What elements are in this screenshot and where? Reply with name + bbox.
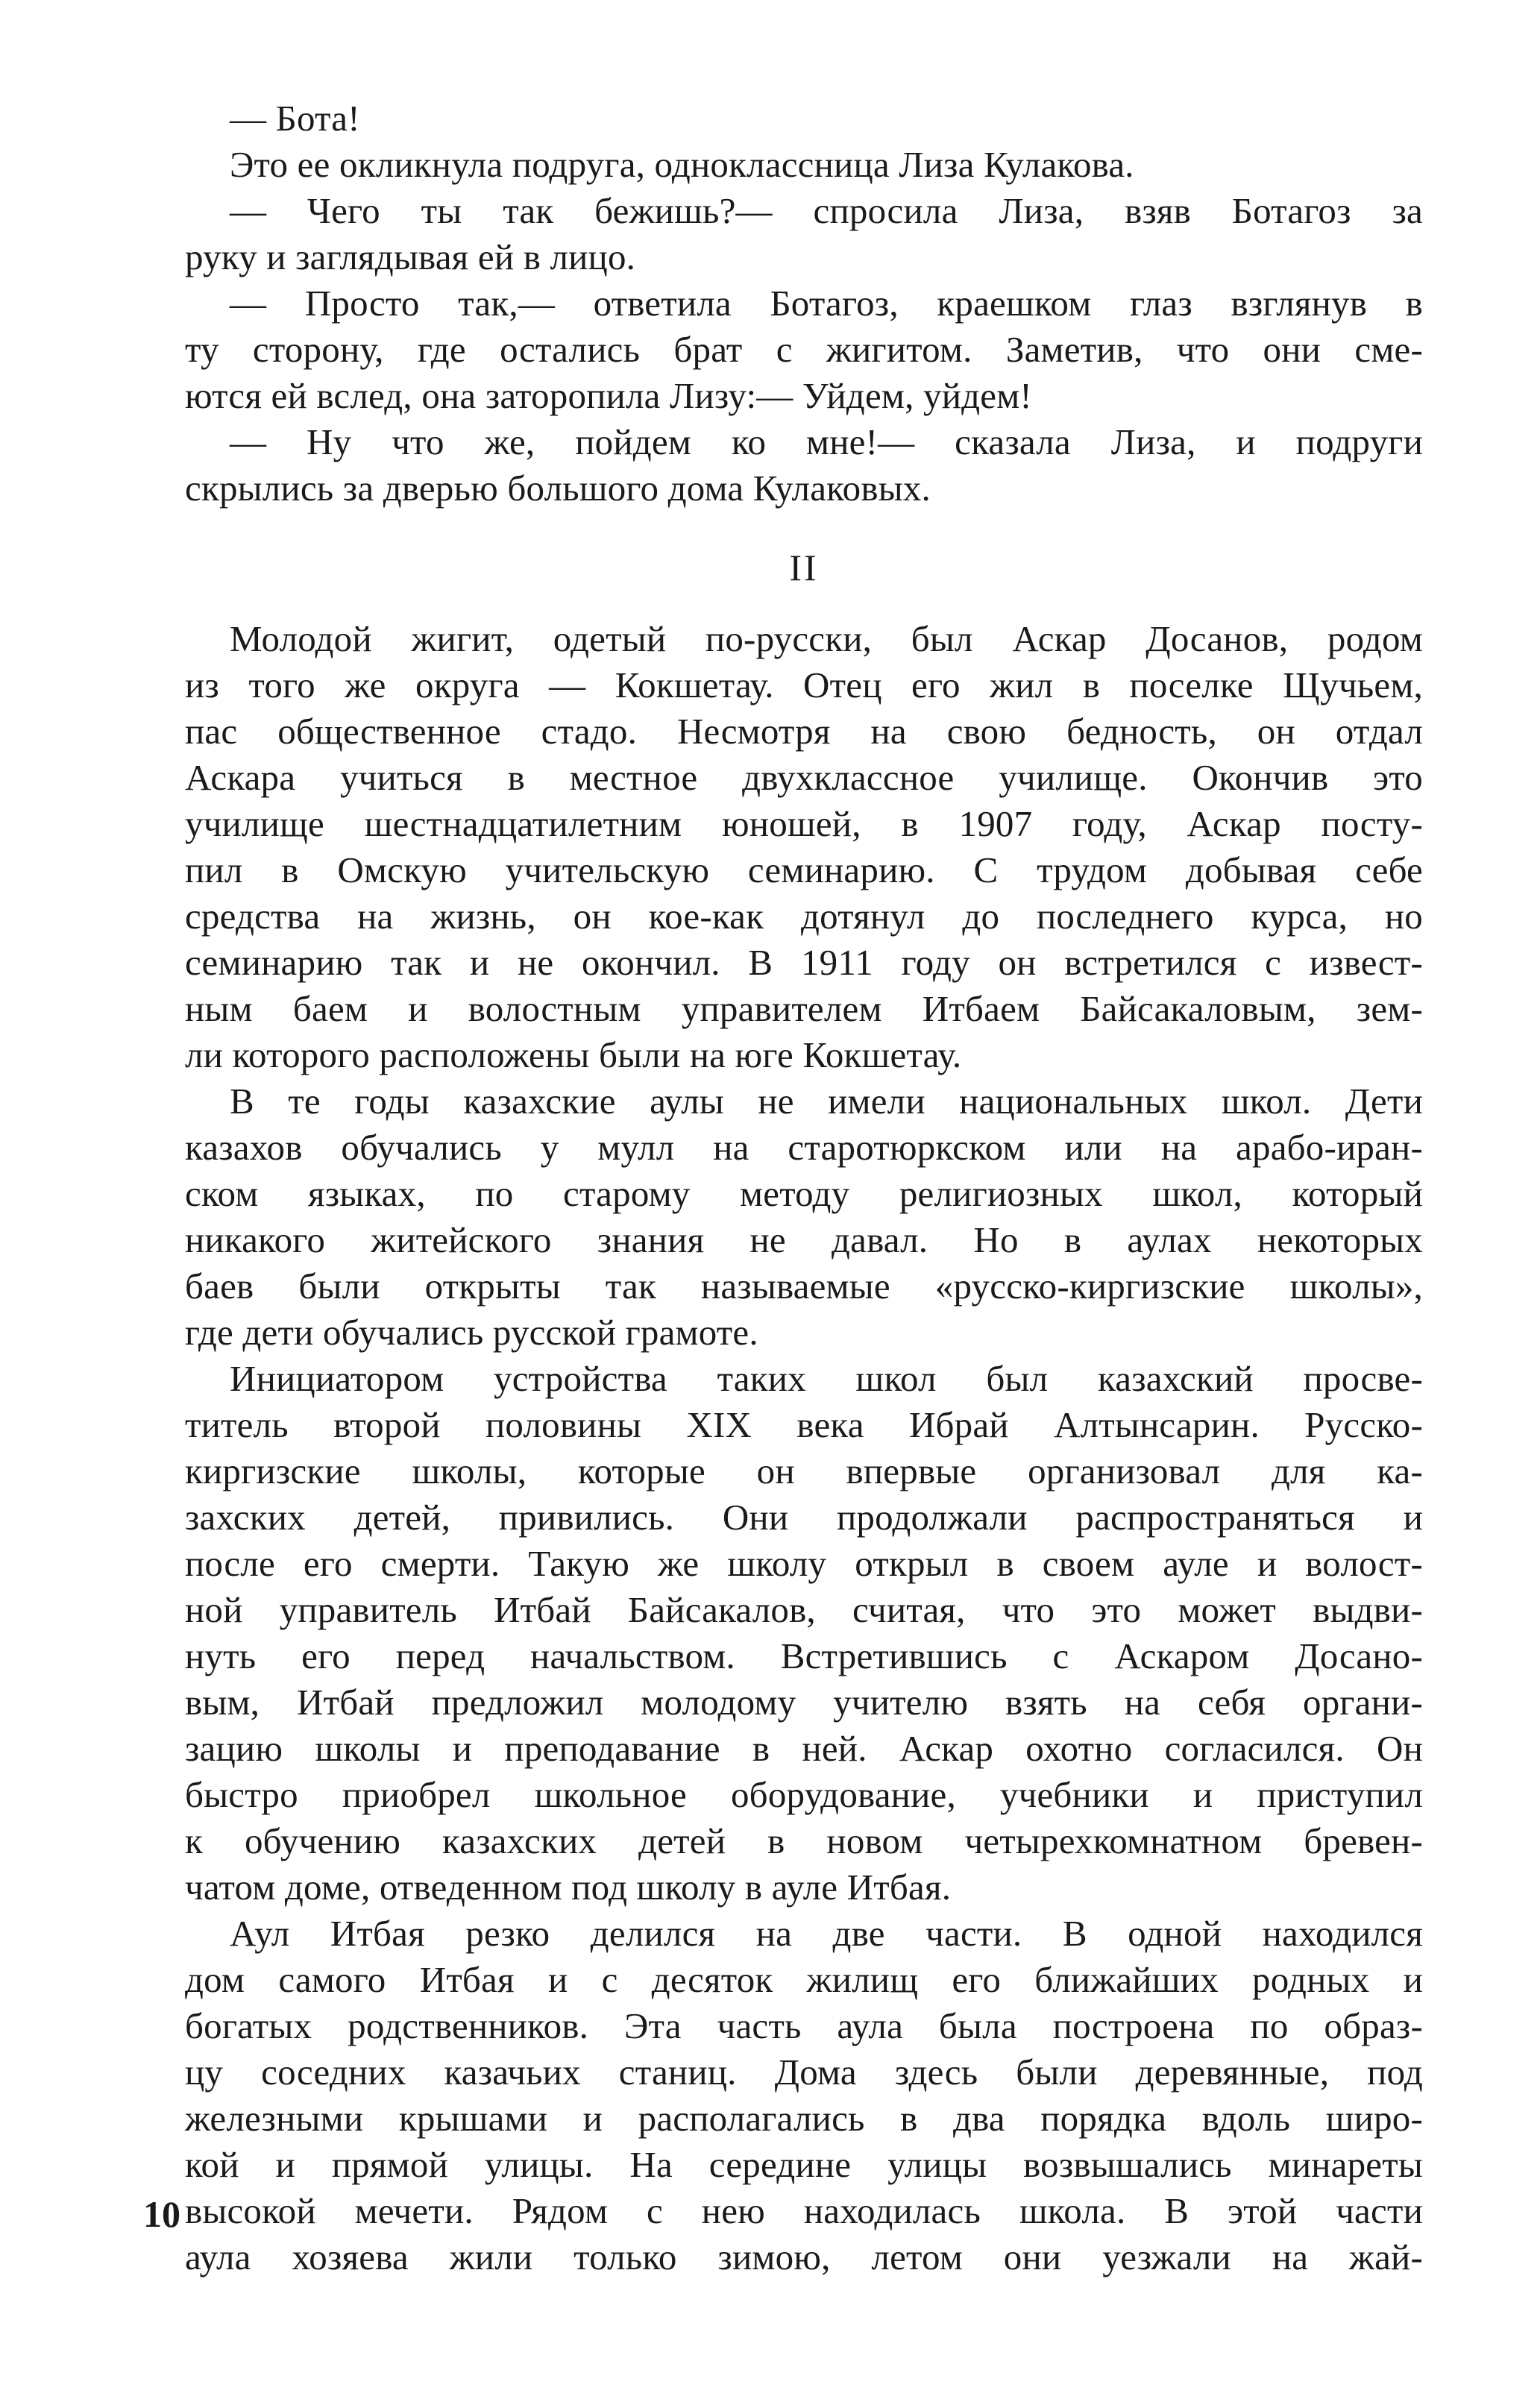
text-line: ной управитель Итбай Байсакалов, считая, что это может выдви-: [185, 1589, 1423, 1630]
text-line: высокой мечети. Рядом с нею находилась школа. В этой части: [185, 2190, 1423, 2231]
text-line: баев были открыты так называемые «русско-киргизские школы»,: [185, 1266, 1423, 1307]
text-line: пил в Омскую учительскую семинарию. С трудом добывая себе: [185, 849, 1423, 890]
text-line: скрылись за дверью большого дома Кулаковых.: [185, 468, 931, 509]
text-line: богатых родственников. Эта часть аула была построена по образ-: [185, 2005, 1423, 2046]
page-body: [185, 95, 1423, 2280]
opening-dialogue: [185, 95, 1423, 512]
text-line: — Бота!: [230, 98, 360, 139]
text-line: Аскара учиться в местное двухклассное училище. Окончив это: [185, 757, 1423, 798]
text-line: дом самого Итбая и с десяток жилищ его ближайших родных и: [185, 1959, 1423, 2000]
text-line: быстро приобрел школьное оборудование, учебники и приступил: [185, 1774, 1423, 1815]
text-line: пас общественное стадо. Несмотря на свою бедность, он отдал: [185, 711, 1423, 752]
text-line: чатом доме, отведенном под школу в ауле Итбая.: [185, 1867, 952, 1908]
text-line: к обучению казахских детей в новом четырехкомнатном бревен-: [185, 1820, 1423, 1861]
text-line: ным баем и волостным управителем Итбаем Байсакаловым, зем-: [185, 988, 1423, 1029]
text-line: семинарию так и не окончил. В 1911 году он встретился с извест-: [185, 942, 1423, 983]
text-line: после его смерти. Такую же школу открыл в своем ауле и волост-: [185, 1543, 1423, 1584]
text-line: ском языках, по старому методу религиозных школ, который: [185, 1173, 1423, 1214]
text-line: В те годы казахские аулы не имели национальных школ. Дети: [230, 1081, 1423, 1122]
text-line: кой и прямой улицы. На середине улицы возвышались минареты: [185, 2144, 1423, 2185]
text-line: нуть его перед начальством. Встретившись с Аскаром Досано-: [185, 1635, 1423, 1676]
text-line: никакого житейского знания не давал. Но в аулах некоторых: [185, 1219, 1423, 1260]
text-line: Инициатором устройства таких школ был казахский просве-: [230, 1358, 1423, 1399]
text-line: захских детей, привились. Они продолжали распространяться и: [185, 1497, 1423, 1538]
text-line: из того же округа — Кокшетау. Отец его жил в поселке Щучьем,: [185, 664, 1423, 705]
text-line: руку и заглядывая ей в лицо.: [185, 236, 636, 277]
text-line: где дети обучались русской грамоте.: [185, 1312, 758, 1353]
chapter-text: [185, 616, 1423, 2280]
text-line: средства на жизнь, он кое-как дотянул до последнего курса, но: [185, 896, 1423, 937]
text-line: ются ей вслед, она заторопила Лизу:— Уйдем, уйдем!: [185, 375, 1032, 416]
text-line: вым, Итбай предложил молодому учителю взять на себя органи-: [185, 1682, 1423, 1723]
text-line: — Ну что же, пойдем ко мне!— сказала Лиза, и подруги: [230, 421, 1423, 462]
text-line: аула хозяева жили только зимою, летом они уезжали на жай-: [185, 2236, 1423, 2277]
text-line: титель второй половины XIX века Ибрай Алтынсарин. Русско-: [185, 1404, 1423, 1445]
text-line: Это ее окликнула подруга, одноклассница Лиза Кулакова.: [230, 144, 1134, 185]
text-line: Аул Итбая резко делился на две части. В одной находился: [230, 1913, 1423, 1954]
text-line: Молодой жигит, одетый по-русски, был Аскар Досанов, родом: [230, 618, 1423, 659]
text-line: ту сторону, где остались брат с жигитом. Заметив, что они сме-: [185, 329, 1423, 370]
text-line: ли которого расположены были на юге Кокшетау.: [185, 1034, 962, 1075]
page-number: 10: [143, 2193, 180, 2235]
text-line: цу соседних казачьих станиц. Дома здесь были деревянные, под: [185, 2052, 1423, 2093]
text-line: училище шестнадцатилетним юношей, в 1907 году, Аскар посту-: [185, 803, 1423, 844]
text-line: железными крышами и располагались в два порядка вдоль широ-: [185, 2098, 1423, 2139]
text-line: — Чего ты так бежишь?— спросила Лиза, взяв Ботагоз за: [230, 190, 1423, 231]
text-line: киргизские школы, которые он впервые организовал для ка-: [185, 1450, 1423, 1491]
text-line: — Просто так,— ответила Ботагоз, краешком глаз взглянув в: [230, 283, 1423, 324]
text-line: зацию школы и преподавание в ней. Аскар охотно согласился. Он: [185, 1728, 1423, 1769]
text-line: казахов обучались у мулл на старотюркском или на арабо-иран-: [185, 1127, 1423, 1168]
chapter-heading: II: [789, 547, 819, 588]
